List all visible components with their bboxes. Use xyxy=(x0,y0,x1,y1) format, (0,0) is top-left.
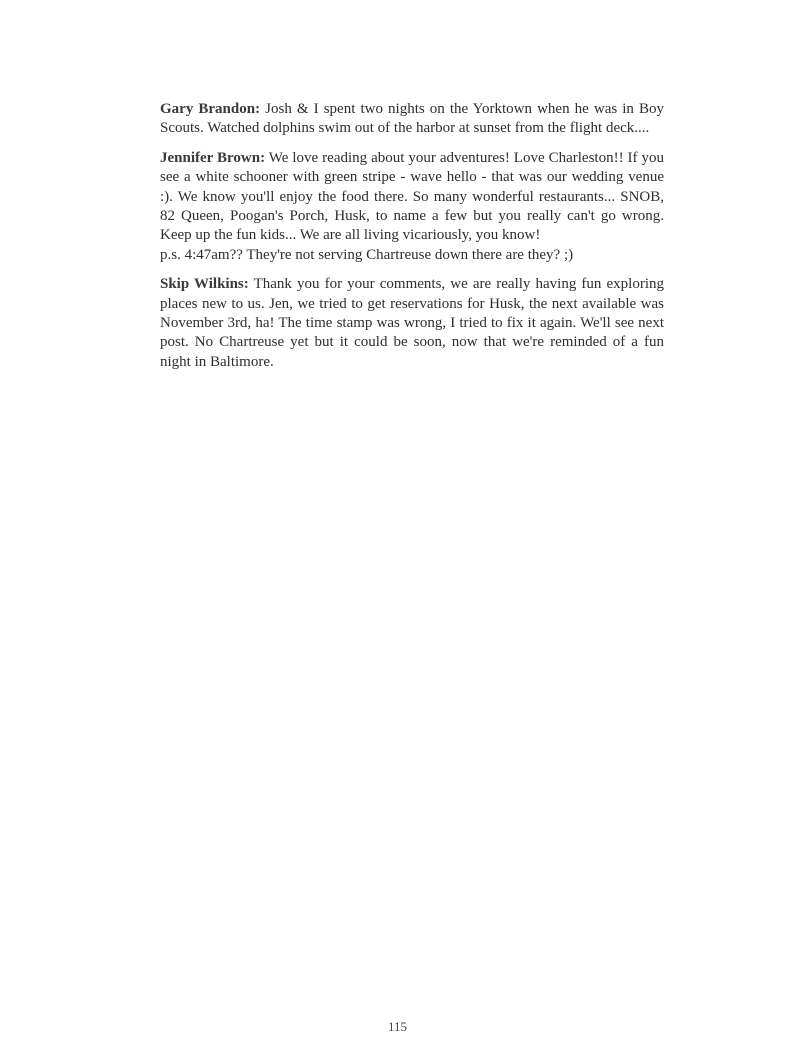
comment-author: Jennifer Brown: xyxy=(160,149,266,166)
comment-jennifer-brown xyxy=(160,149,664,265)
comment-gary-brandon xyxy=(160,100,664,139)
comment-text: Thank you for your comments, we are really having fun exploring places new to us. Jen, we tried to get reservations for Husk, the next available was November 3rd, ha! The time stamp was wrong, I tried to fix it again. We'll see next post. No Chartreuse yet but it could be soon, now that we're reminded of a fun night in Baltimore. xyxy=(160,276,664,370)
comment-skip-wilkins xyxy=(160,275,664,372)
comment-text: Josh & I spent two nights on the Yorktown when he was in Boy Scouts. Watched dolphins swim out of the harbor at sunset from the flight deck.... xyxy=(160,101,665,137)
page-number: 115 xyxy=(387,1019,408,1034)
comment-postscript: p.s. 4:47am?? They're not serving Chartreuse down there are they? ;) xyxy=(160,246,574,263)
comment-author: Gary Brandon: xyxy=(160,101,261,117)
comments-section xyxy=(160,100,664,382)
comment-author: Skip Wilkins: xyxy=(160,276,249,293)
comment-text: We love reading about your adventures! Love Charleston!! If you see a white schooner with green stripe - wave hello - that was our wedding venue :). We know you'll enjoy the food there. So many wonderful restaurants... SNOB, 82 Queen, Poogan's Porch, Husk, to name a few but you really can't go wrong. Keep up the fun kids... We are all living vicariously, you know! xyxy=(160,149,664,244)
